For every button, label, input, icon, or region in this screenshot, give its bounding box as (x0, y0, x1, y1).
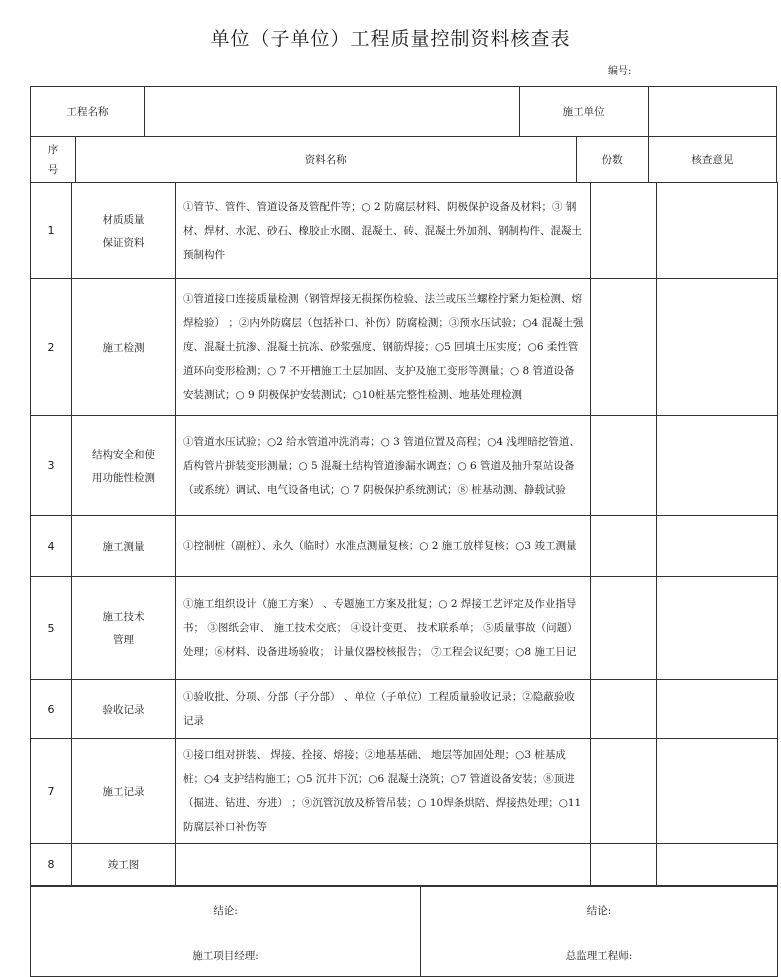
row-category (72, 279, 176, 416)
category-line1: 竣工图 (107, 859, 140, 871)
contractor-signature-block[interactable] (31, 887, 421, 977)
opinion-cell[interactable] (657, 739, 778, 844)
copies-cell[interactable] (591, 516, 657, 577)
supervisor-conclusion-label: 结论: (586, 905, 612, 917)
category-line1: 结构安全和使 (92, 448, 155, 461)
header-row (31, 87, 777, 137)
row-content: ①管道水压试验；○2 给水管道冲洗消毒；○ 3 管道位置及高程；○4 浅埋暗挖管道、盾构管片拼装变形测量；○ 5 混凝土结构管道渗漏水调查；○ 6 管道及抽升泵站设备（或系统）调试、电气设备电试；○ 7 阴极保护系统测试；⑧ 桩基动测、静载试验 (176, 416, 591, 516)
table-row (31, 183, 778, 279)
opinion-header: 核查意见 (648, 137, 776, 183)
page-title: 单位（子单位）工程质量控制资料核查表 (210, 28, 571, 50)
copies-cell[interactable] (591, 739, 657, 844)
signature-row (31, 887, 778, 977)
row-number: 2 (31, 279, 72, 416)
table-row (31, 844, 778, 886)
seq-header-line1: 序 (47, 143, 59, 156)
copies-cell[interactable] (591, 416, 657, 516)
project-manager-label: 施工项目经理: (192, 950, 259, 962)
row-category (72, 416, 176, 516)
contractor-conclusion-label: 结论: (213, 905, 238, 917)
copies-cell[interactable] (591, 279, 657, 416)
name-header: 资料名称 (75, 137, 576, 183)
copies-cell[interactable] (591, 183, 657, 279)
category-line1: 施工技术 (102, 611, 145, 623)
table-row (31, 516, 778, 577)
row-number: 7 (31, 739, 72, 844)
construction-unit-label: 施工单位 (519, 87, 648, 137)
construction-unit-value[interactable] (648, 87, 776, 137)
opinion-cell[interactable] (657, 680, 778, 739)
signature-table (30, 886, 778, 977)
row-category (72, 516, 176, 577)
table-row (31, 416, 778, 516)
opinion-cell[interactable] (657, 516, 778, 577)
table-row (31, 739, 778, 844)
opinion-cell[interactable] (657, 279, 778, 416)
inspection-table (30, 86, 777, 183)
items-table (30, 182, 778, 886)
row-number: 6 (31, 680, 72, 739)
copies-cell[interactable] (591, 680, 657, 739)
row-category (72, 844, 176, 886)
row-content: ①管道接口连接质量检测（钢管焊接无损探伤检验、法兰或压兰螺栓拧紧力矩检测、熔焊检验） ；②内外防腐层（包括补口、补伤）防腐检测；③预水压试验；○4 混凝土强度、混凝土抗渗、混凝土抗冻、砂浆强度、钢筋焊接；○5 回填土压实度；○6 柔性管道环向变形检测；○ 7 不开槽施工土层加固、支护及施工变形等测量；○ 8 管道设备安装测试；○ 9 阴极保护安装测试；○10桩基完整性检测、地基处理检测 (176, 279, 591, 416)
row-content: ①验收批、分项、分部（子分部） 、单位（子单位）工程质量验收记录；②隐蔽验收记录 (176, 680, 591, 739)
row-content: ①管节、管件、管道设备及管配件等；○ 2 防腐层材料、阴极保护设备及材料；③ 钢材、焊材、水泥、砂石、橡胶止水圈、混凝土、砖、混凝土外加剂、钢制构件、混凝土预制构件 (176, 183, 591, 279)
row-content: ①接口组对拼装、 焊接、拴接、熔接；②地基基础、 地层等加固处理；○3 桩基成桩；○4 支护结构施工；○5 沉井下沉；○6 混凝土浇筑；○7 管道设备安装；⑧顶进（掘进、钻进、夯进） ；⑨沉管沉放及桥管吊装；○ 10焊条烘陪、焊接热处理；○11防腐层补口补伤等 (176, 739, 591, 844)
category-line1: 施工测量 (102, 540, 145, 553)
row-content: ①控制桩（副桩）、永久（临时）水准点测量复核；○ 2 施工放样复核；○3 竣工测量 (176, 516, 591, 577)
opinion-cell[interactable] (657, 183, 778, 279)
chief-supervisor-label: 总监理工程师: (565, 950, 633, 962)
category-line1: 材质质量 (102, 213, 145, 226)
row-number: 4 (31, 516, 72, 577)
code-label: 编号: (608, 66, 632, 77)
category-line2: 保证资料 (102, 236, 145, 249)
category-line1: 施工检测 (102, 341, 145, 354)
column-header-row (31, 137, 777, 183)
table-row (31, 680, 778, 739)
row-category (72, 577, 176, 680)
supervisor-signature-block[interactable] (421, 887, 778, 977)
table-row (31, 577, 778, 680)
copies-header: 份数 (576, 137, 648, 183)
category-line1: 验收记录 (102, 703, 145, 716)
project-name-label: 工程名称 (31, 87, 145, 137)
category-line2: 用功能性检测 (92, 471, 155, 484)
row-number: 3 (31, 416, 72, 516)
opinion-cell[interactable] (657, 577, 778, 680)
row-category (72, 739, 176, 844)
row-content (176, 844, 591, 886)
opinion-cell[interactable] (657, 416, 778, 516)
category-line2: 管理 (113, 634, 134, 646)
row-content: ①施工组织设计（施工方案） 、专题施工方案及批复；○ 2 焊接工艺评定及作业指导书； ③图纸会审、 施工技术交底； ④设计变更、 技术联系单； ⑤质量事故（问题）处理；⑥材料、设备进场验收； 计量仪器校核报告； ⑦工程会议纪要；○8 施工日记 (176, 577, 591, 680)
copies-cell[interactable] (591, 577, 657, 680)
row-category (72, 680, 176, 739)
seq-header (31, 137, 76, 183)
row-number: 8 (31, 844, 72, 886)
table-row (31, 279, 778, 416)
row-category (72, 183, 176, 279)
copies-cell[interactable] (591, 844, 657, 886)
category-line1: 施工记录 (102, 785, 145, 798)
row-number: 1 (31, 183, 72, 279)
opinion-cell[interactable] (657, 844, 778, 886)
project-name-value[interactable] (144, 87, 519, 137)
row-number: 5 (31, 577, 72, 680)
seq-header-line2: 号 (47, 163, 59, 176)
